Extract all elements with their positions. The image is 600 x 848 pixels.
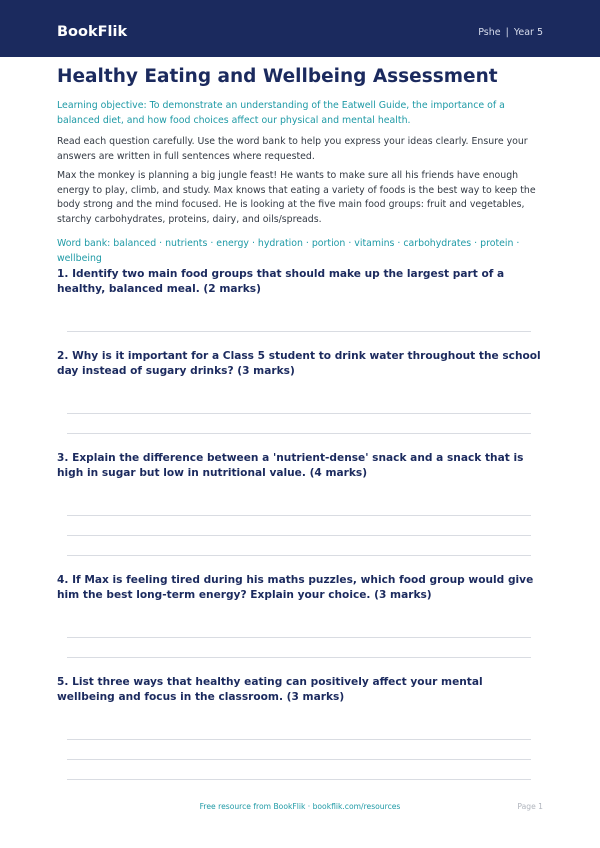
question-text: 5. List three ways that healthy eating can positively affect your mental wellbeing and focus in the classroom. (3 marks) [57,676,483,703]
story-passage: Max the monkey is planning a big jungle feast! He wants to make sure all his friends have enough energy to play, climb, and study. Max knows that eating a variety of foods is the best way to keep the body strong and the mind focused. He is looking at the five main food groups: fruit and vegetables, starchy carbohydrates, proteins, dairy, and oils/spreads. [57,170,536,225]
answer-line[interactable] [67,433,531,434]
meta-separator: | [505,27,509,38]
instructions: Read each question carefully. Use the word bank to help you express your ideas clearly. Ensure your answers are written in full sentences where requested. [57,136,528,162]
answer-line[interactable] [67,637,531,638]
question-4 [57,573,543,602]
answer-line[interactable] [67,555,531,556]
header-bar [0,0,600,57]
answer-line[interactable] [67,331,531,332]
answer-line[interactable] [67,759,531,760]
header-meta [478,26,543,40]
learning-objective: Learning objective: To demonstrate an understanding of the Eatwell Guide, the importance of a balanced diet, and how food choices affect our physical and mental health. [57,100,505,126]
question-text: 3. Explain the difference between a 'nutrient-dense' snack and a snack that is high in sugar but low in nutritional value. (4 marks) [57,452,524,479]
intro-section [57,63,543,266]
answer-line[interactable] [67,413,531,414]
answer-line[interactable] [67,779,531,780]
answer-line[interactable] [67,515,531,516]
answer-line[interactable] [67,657,531,658]
year-label: Year 5 [513,27,543,38]
question-text: 1. Identify two main food groups that should make up the largest part of a healthy, balanced meal. (2 marks) [57,268,505,295]
page-number: Page 1 [517,802,543,811]
footer-credit[interactable]: Free resource from BookFlik · bookflik.com/resources [199,802,401,811]
question-2 [57,349,543,378]
question-3 [57,451,543,480]
question-text: 4. If Max is feeling tired during his maths puzzles, which food group would give him the best long-term energy? Explain your choice. (3 marks) [57,574,534,601]
subject-label: Pshe [478,27,501,38]
brand-logo: BookFlik [57,24,128,40]
question-text: 2. Why is it important for a Class 5 student to drink water throughout the school day instead of sugary drinks? (3 marks) [57,350,541,377]
question-1 [57,267,543,296]
question-5 [57,675,543,704]
answer-line[interactable] [67,535,531,536]
answer-line[interactable] [67,739,531,740]
word-bank: Word bank: balanced · nutrients · energy · hydration · portion · vitamins · carbohydrates · protein · wellbeing [57,238,520,264]
page-title: Healthy Eating and Wellbeing Assessment [57,66,498,87]
